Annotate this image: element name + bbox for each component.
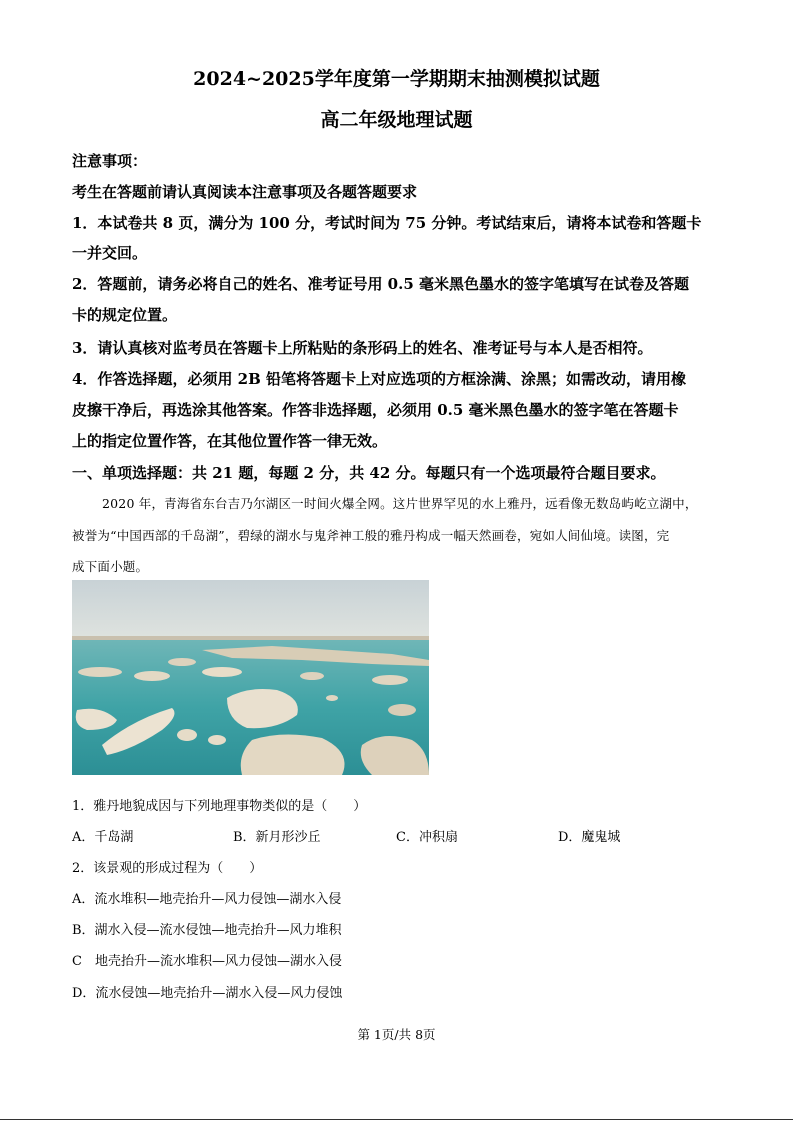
option-d: D．魔鬼城	[558, 830, 621, 845]
notice-line: 上的指定位置作答，在其他位置作答一律无效。	[72, 432, 388, 450]
notice-line: 2．答题前，请务必将自己的姓名、准考证号用 0.5 毫米黑色墨水的签字笔填写在试卷及答题	[72, 275, 689, 293]
notice-line: 3．请认真核对监考员在答题卡上所粘贴的条形码上的姓名、准考证号与本人是否相符。	[72, 339, 653, 357]
passage-line: 被誉为“中国西部的千岛湖”，碧绿的湖水与鬼斧神工般的雅丹构成一幅天然画卷，宛如人间仙境。读图，完	[72, 528, 670, 543]
question-stem: 2．该景观的形成过程为（ ）	[72, 861, 263, 876]
yardang-lake-photo	[72, 580, 429, 775]
option-a: A．流水堆积—地壳抬升—风力侵蚀—湖水入侵	[72, 892, 342, 907]
page-number: 第 1页/共 8页	[357, 1027, 436, 1042]
passage-line: 2020 年，青海省东台吉乃尔湖区一时间火爆全网。这片世界罕见的水上雅丹，远看像无数岛屿屹立湖中，	[102, 496, 698, 511]
notice-line: 1．本试卷共 8 页，满分为 100 分，考试时间为 75 分钟。考试结束后，请将本试卷和答题卡	[72, 214, 702, 232]
notice-line: 4．作答选择题，必须用 2B 铅笔将答题卡上对应选项的方框涂满、涂黑；如需改动，请用橡	[72, 370, 687, 388]
option-c: C 地壳抬升—流水堆积—风力侵蚀—湖水入侵	[72, 954, 342, 969]
option-b: B．新月形沙丘	[233, 830, 321, 845]
page-divider	[0, 1119, 793, 1120]
option-c: C．冲积扇	[396, 830, 458, 845]
exam-subtitle: 高二年级地理试题	[320, 109, 473, 131]
exam-title: 2024~2025学年度第一学期期末抽测模拟试题	[193, 68, 600, 90]
passage-line: 成下面小题。	[72, 559, 149, 574]
question-stem: 1．雅丹地貌成因与下列地理事物类似的是（ ）	[72, 799, 367, 814]
option-a: A．千岛湖	[72, 830, 134, 845]
notice-line: 卡的规定位置。	[72, 306, 178, 324]
option-b: B．湖水入侵—流水侵蚀—地壳抬升—风力堆积	[72, 923, 342, 938]
notice-heading: 注意事项：	[72, 152, 148, 170]
notice-line: 一并交回。	[72, 244, 148, 262]
notice-line: 考生在答题前请认真阅读本注意事项及各题答题要求	[72, 183, 418, 201]
notice-line: 皮擦干净后，再选涂其他答案。作答非选择题，必须用 0.5 毫米黑色墨水的签字笔在答题卡	[72, 401, 679, 419]
option-d: D．流水侵蚀—地壳抬升—湖水入侵—风力侵蚀	[72, 986, 343, 1001]
section-heading: 一、单项选择题：共 21 题，每题 2 分，共 42 分。每题只有一个选项最符合题目要求。	[72, 464, 666, 482]
